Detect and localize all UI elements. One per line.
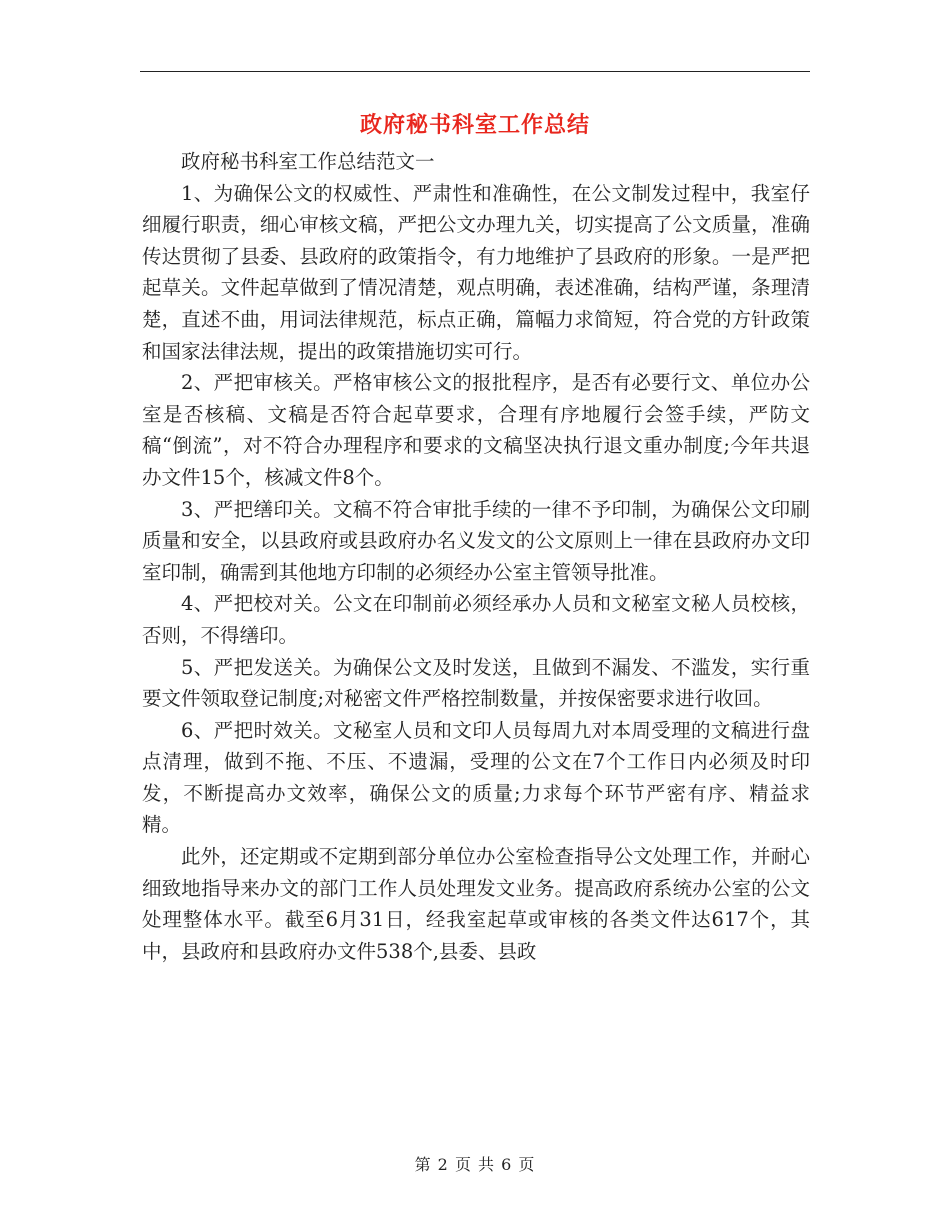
paragraph: 2、严把审核关。严格审核公文的报批程序，是否有必要行文、单位办公室是否核稿、文稿是否符合起草要求，合理有序地履行会签手续，严防文稿“倒流”，对不符合办理程序和要求的文稿坚决执行退文重办制度;今年共退办文件15个，核减文件8个。	[142, 371, 810, 489]
paragraph: 6、严把时效关。文秘室人员和文印人员每周九对本周受理的文稿进行盘点清理，做到不拖、不压、不遗漏，受理的公文在7个工作日内必须及时印发，不断提高办文效率，确保公文的质量;力求每个环节严密有序、精益求精。	[142, 718, 810, 837]
paragraph: 3、严把缮印关。文稿不符合审批手续的一律不予印制，为确保公文印刷质量和安全，以县政府或县政府办名义发文的公文原则上一律在县政府办文印室印制，确需到其他地方印制的必须经办公室主管领导批准。	[142, 497, 810, 584]
header-rule	[140, 71, 810, 72]
paragraph-subtitle: 政府秘书科室工作总结范文一	[181, 150, 435, 173]
document-title: 政府秘书科室工作总结	[359, 112, 590, 138]
document-body	[142, 146, 810, 967]
paragraph: 1、为确保公文的权威性、严肃性和准确性，在公文制发过程中，我室仔细履行职责，细心审核文稿，严把公文办理九关，切实提高了公文质量，准确传达贯彻了县委、县政府的政策指令，有力地维护了县政府的形象。一是严把起草关。文件起草做到了情况清楚，观点明确，表述准确，结构严谨，条理清楚，直述不曲，用词法律规范，标点正确，篇幅力求简短，符合党的方针政策和国家法律法规，提出的政策措施切实可行。	[142, 181, 810, 363]
paragraph: 4、严把校对关。公文在印制前必须经承办人员和文秘室文秘人员校核，否则，不得缮印。	[142, 592, 810, 647]
page-number-footer: 第 2 页 共 6 页	[414, 1155, 536, 1174]
paragraph: 5、严把发送关。为确保公文及时发送，且做到不漏发、不滥发，实行重要文件领取登记制度;对秘密文件严格控制数量，并按保密要求进行收回。	[142, 655, 810, 711]
paragraph: 此外，还定期或不定期到部分单位办公室检查指导公文处理工作，并耐心细致地指导来办文的部门工作人员处理发文业务。提高政府系统办公室的公文处理整体水平。截至6月31日，经我室起草或审核的各类文件达617个，其中，县政府和县政府办文件538个,县委、县政	[142, 845, 810, 963]
